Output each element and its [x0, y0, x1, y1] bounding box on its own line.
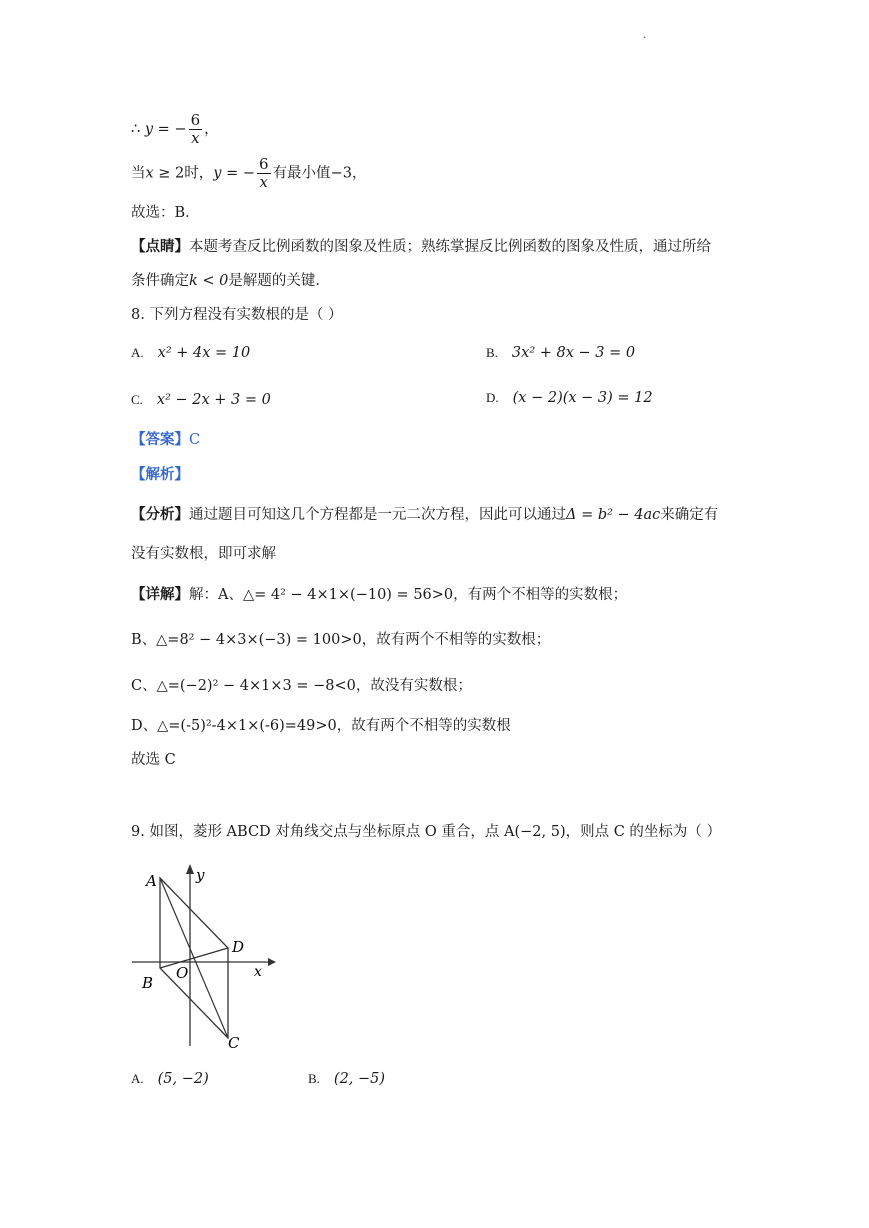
- fraction-6-over-x: $\frac{6}{x}$: [190, 111, 201, 147]
- label-y: y: [196, 866, 205, 884]
- fraction-6-over-x-2: $\frac{6}{x}$: [259, 155, 269, 191]
- q8-stem: 8. 下列方程没有实数根的是（ ）: [131, 307, 343, 323]
- q9-option-a[interactable]: A. (5, −2): [131, 1071, 209, 1087]
- solution-line-2: 当x ≥ 2时，y = − $\frac{6}{x}$ 有最小值−3，: [131, 155, 367, 191]
- var-y: y: [144, 121, 154, 138]
- q8-analysis-tag: 【解析】: [131, 466, 189, 483]
- answer-tag: 【答案】: [131, 431, 189, 448]
- q8-option-a[interactable]: A. x² + 4x = 10: [131, 345, 251, 361]
- q8-final: 故选 C: [131, 752, 176, 768]
- q8-fenxi-line-1: 【分析】通过题目可知这几个方程都是一元二次方程，因此可以通过Δ = b² − 4ac来确定有: [131, 506, 719, 523]
- label-D: D: [232, 938, 245, 956]
- label-B: B: [142, 974, 154, 992]
- comment-line-2: 条件确定k < 0是解题的关键．: [131, 273, 330, 289]
- choice-line: 故选：B．: [131, 205, 200, 221]
- label-x: x: [254, 964, 262, 980]
- q8-detail-b: B、△=8² − 4×3×(−3) = 100>0，故有两个不相等的实数根；: [131, 632, 551, 648]
- label-C: C: [228, 1034, 240, 1052]
- q8-option-b[interactable]: B. 3x² + 8x − 3 = 0: [486, 345, 636, 361]
- rhombus-figure: [128, 860, 288, 1060]
- answer-value: C: [189, 432, 201, 448]
- q8-answer: [131, 430, 200, 450]
- solution-line-1: ∴ y = − $\frac{6}{x}$ ，: [131, 111, 219, 147]
- equals-minus: = −: [153, 121, 187, 138]
- q8-fenxi-line-2: 没有实数根，即可求解: [131, 546, 276, 562]
- q8-option-d[interactable]: D. (x − 2)(x − 3) = 12: [486, 390, 653, 406]
- q8-detail-a: 【详解】解：A、△= 4² − 4×1×(−10) = 56>0，有两个不相等的实数根；: [131, 586, 628, 603]
- label-A: A: [146, 872, 157, 890]
- comment-tag: 【点睛】: [131, 238, 189, 255]
- q8-detail-d: D、△=(-5)²-4×1×(-6)=49>0，故有两个不相等的实数根: [131, 718, 511, 734]
- therefore-sign: ∴: [131, 121, 145, 138]
- comment-line-1: 【点睛】本题考查反比例函数的图象及性质；熟练掌握反比例函数的图象及性质，通过所给: [131, 238, 711, 255]
- label-O: O: [176, 964, 189, 982]
- q9-stem: 9. 如图，菱形 ABCD 对角线交点与坐标原点 O 重合，点 A(−2, 5)，则点 C 的坐标为（ ）: [131, 824, 722, 840]
- header-dot: .: [643, 30, 647, 41]
- q9-option-b[interactable]: B. (2, −5): [308, 1071, 386, 1087]
- q8-option-c[interactable]: C. x² − 2x + 3 = 0: [131, 392, 271, 408]
- q8-detail-c: C、△=(−2)² − 4×1×3 = −8<0，故没有实数根；: [131, 678, 472, 694]
